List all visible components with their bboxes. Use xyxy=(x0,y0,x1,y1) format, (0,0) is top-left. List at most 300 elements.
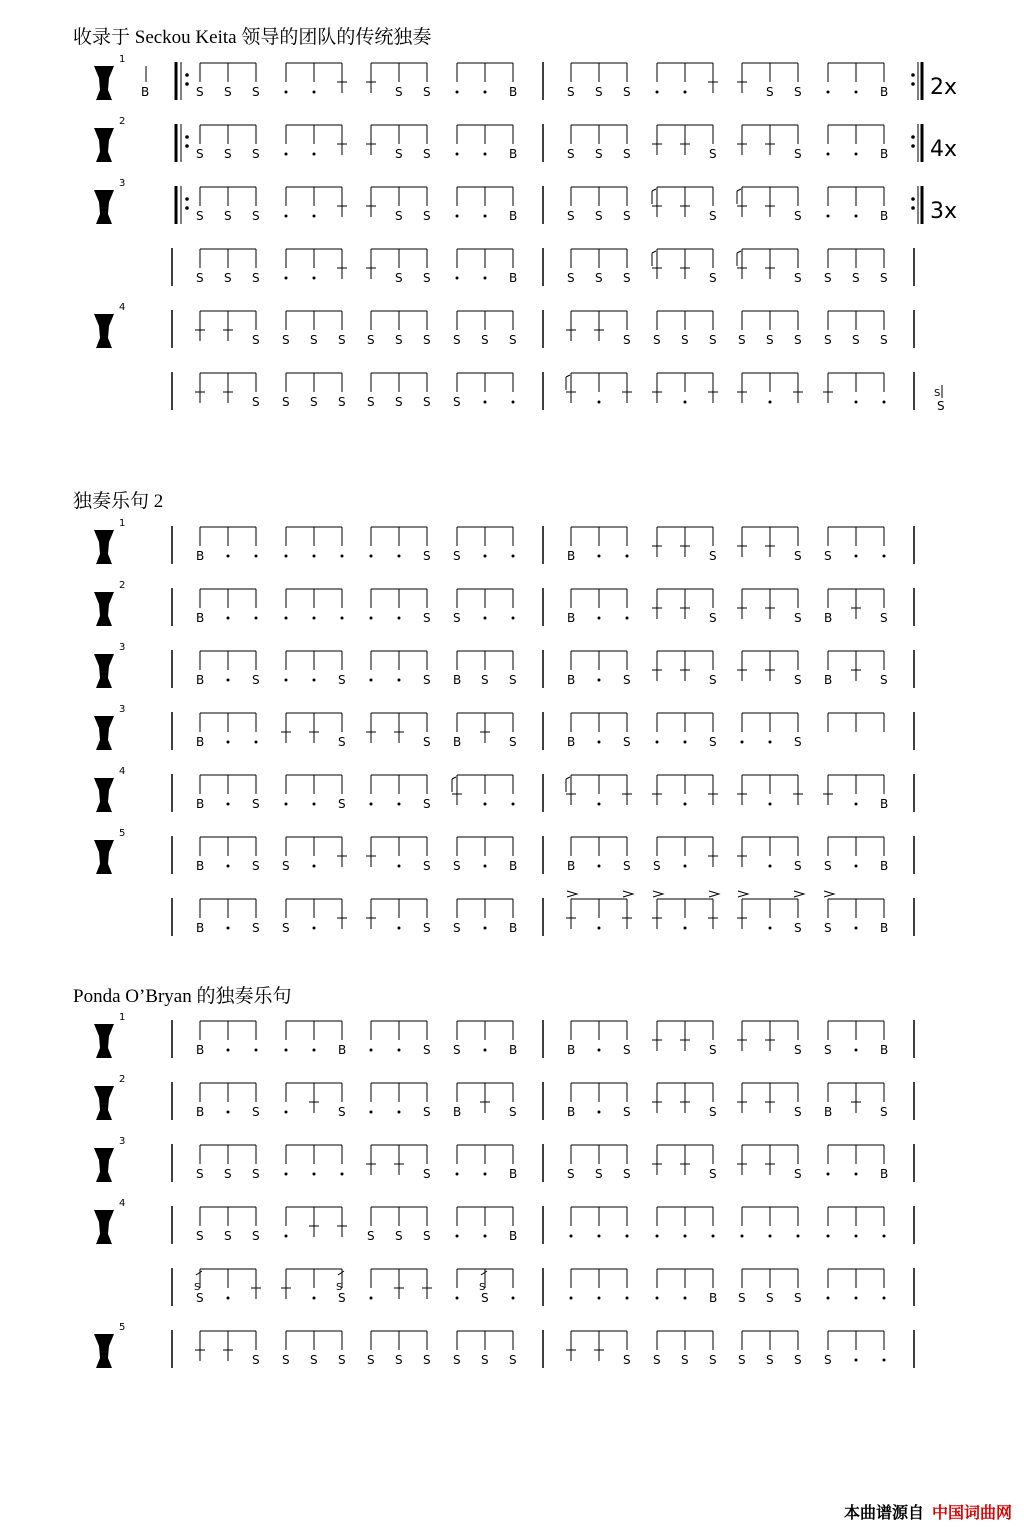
slap-note: S xyxy=(709,611,717,625)
rest-dot xyxy=(370,1049,373,1052)
slap-note: S xyxy=(282,395,290,409)
rest-dot xyxy=(827,1235,830,1238)
rest-dot xyxy=(313,803,316,806)
rest-dot xyxy=(398,1049,401,1052)
notation-line xyxy=(0,1198,1024,1256)
rest-dot xyxy=(855,555,858,558)
slap-note: S xyxy=(196,147,204,161)
rest-dot xyxy=(656,1235,659,1238)
rest-dot xyxy=(827,153,830,156)
rest-dot xyxy=(484,803,487,806)
djembe-icon xyxy=(94,1024,114,1058)
rest-dot xyxy=(598,401,601,404)
drum-part-number: 2 xyxy=(119,1074,126,1085)
slap-note: S xyxy=(766,85,774,99)
accent-mark xyxy=(709,891,719,897)
rest-dot xyxy=(855,1297,858,1300)
rest-dot xyxy=(769,741,772,744)
drum-part-number: 1 xyxy=(119,54,126,65)
rest-dot xyxy=(255,1049,258,1052)
rest-dot xyxy=(512,555,515,558)
slap-note: S xyxy=(282,1353,290,1367)
rest-dot xyxy=(398,617,401,620)
rest-dot xyxy=(227,1297,230,1300)
slap-note: S xyxy=(738,333,746,347)
notation-line xyxy=(0,1074,1024,1132)
slap-note: S xyxy=(509,735,517,749)
slap-note: S xyxy=(252,1105,260,1119)
slap-note: S xyxy=(423,1353,431,1367)
rest-dot xyxy=(398,865,401,868)
slap-note: S xyxy=(794,1353,802,1367)
rest-dot xyxy=(313,927,316,930)
rest-dot xyxy=(598,1235,601,1238)
source-footer xyxy=(844,1500,1012,1523)
slap-note: S xyxy=(423,333,431,347)
rest-dot xyxy=(598,679,601,682)
bass-note: B xyxy=(709,1291,718,1305)
repeat-dot xyxy=(185,144,189,148)
rest-dot xyxy=(456,1173,459,1176)
rest-dot xyxy=(285,1235,288,1238)
slap-note: S xyxy=(653,1353,661,1367)
notation-line xyxy=(0,116,1024,174)
rest-dot xyxy=(285,555,288,558)
slap-note: S xyxy=(423,209,431,223)
rest-dot xyxy=(313,617,316,620)
rest-dot xyxy=(598,555,601,558)
pickup-note: B xyxy=(141,85,150,99)
rest-dot xyxy=(227,617,230,620)
djembe-icon xyxy=(94,1086,114,1120)
slap-note: S xyxy=(481,1291,489,1305)
slap-note: S xyxy=(852,271,860,285)
notation-line xyxy=(0,704,1024,762)
drum-part-number: 2 xyxy=(119,116,126,127)
djembe-icon xyxy=(94,128,114,162)
repeat-dot xyxy=(911,197,915,201)
rest-dot xyxy=(398,555,401,558)
rest-dot xyxy=(341,555,344,558)
rest-dot xyxy=(313,1173,316,1176)
slap-note: S xyxy=(252,147,260,161)
rest-dot xyxy=(285,1049,288,1052)
rest-dot xyxy=(370,679,373,682)
accent-mark xyxy=(567,891,577,897)
rest-dot xyxy=(341,1173,344,1176)
slap-note: S xyxy=(423,735,431,749)
slap-note: S xyxy=(338,1353,346,1367)
rest-dot xyxy=(285,1111,288,1114)
repeat-dot xyxy=(185,206,189,210)
slap-note: S xyxy=(709,735,717,749)
drum-part-number: 3 xyxy=(119,704,126,715)
slap-note: S xyxy=(423,921,431,935)
bass-note: B xyxy=(880,859,889,873)
rest-dot xyxy=(313,153,316,156)
section-title-ponda-obryan: Ponda O’Bryan 的独奏乐句 xyxy=(73,986,292,1007)
bass-note: B xyxy=(567,1043,576,1057)
rest-dot xyxy=(855,927,858,930)
djembe-icon xyxy=(94,1210,114,1244)
repeat-dot xyxy=(185,73,189,77)
bass-note: B xyxy=(196,921,205,935)
repeat-dot xyxy=(911,206,915,210)
rest-dot xyxy=(484,555,487,558)
rest-dot xyxy=(855,1173,858,1176)
slap-note: S xyxy=(623,673,631,687)
rest-dot xyxy=(398,927,401,930)
slap-note: S xyxy=(794,735,802,749)
slap-note: S xyxy=(453,549,461,563)
rest-dot xyxy=(456,277,459,280)
slap-note: S xyxy=(252,85,260,99)
slap-note: S xyxy=(824,859,832,873)
rest-dot xyxy=(741,1235,744,1238)
slap-note: S xyxy=(252,209,260,223)
slap-note: S xyxy=(196,271,204,285)
slap-note: S xyxy=(880,611,888,625)
slap-note: S xyxy=(282,921,290,935)
slap-note: S xyxy=(367,1229,375,1243)
rest-dot xyxy=(598,927,601,930)
slap-note: S xyxy=(709,147,717,161)
rest-dot xyxy=(769,865,772,868)
slap-note: S xyxy=(738,1353,746,1367)
slap-note: S xyxy=(338,395,346,409)
slap-note: S xyxy=(623,735,631,749)
notation-line xyxy=(0,642,1024,700)
bass-note: B xyxy=(824,673,833,687)
section-title-solo-phrase-2: 独奏乐句 2 xyxy=(73,491,164,512)
slap-note: S xyxy=(224,147,232,161)
slap-note: S xyxy=(196,1167,204,1181)
slap-note: S xyxy=(423,147,431,161)
slap-note: S xyxy=(338,797,346,811)
slap-note: S xyxy=(794,1291,802,1305)
rest-dot xyxy=(484,401,487,404)
bass-note: B xyxy=(196,859,205,873)
rest-dot xyxy=(398,803,401,806)
slap-note: S xyxy=(880,673,888,687)
slap-note: S xyxy=(423,1167,431,1181)
bass-note: B xyxy=(567,735,576,749)
slap-note: S xyxy=(338,1291,346,1305)
slap-note: S xyxy=(338,1105,346,1119)
slap-note: S xyxy=(709,1167,717,1181)
slap-note: S xyxy=(481,333,489,347)
djembe-icon xyxy=(94,778,114,812)
slap-note: S xyxy=(453,1043,461,1057)
rest-dot xyxy=(227,803,230,806)
drum-part-number: 1 xyxy=(119,1012,126,1023)
bass-note: B xyxy=(196,611,205,625)
rest-dot xyxy=(227,741,230,744)
rest-dot xyxy=(484,1235,487,1238)
rest-dot xyxy=(398,1111,401,1114)
slap-note: S xyxy=(423,859,431,873)
slap-note: S xyxy=(453,1353,461,1367)
bass-note: B xyxy=(880,797,889,811)
slap-note: S xyxy=(595,147,603,161)
rest-dot xyxy=(598,865,601,868)
rest-dot xyxy=(456,91,459,94)
slap-note: S xyxy=(423,673,431,687)
rest-dot xyxy=(769,803,772,806)
slap-note: S xyxy=(453,395,461,409)
slap-note: S xyxy=(766,333,774,347)
slap-note: S xyxy=(794,859,802,873)
rest-dot xyxy=(684,927,687,930)
slap-note: S xyxy=(367,1353,375,1367)
rest-dot xyxy=(741,741,744,744)
slap-note: S xyxy=(567,85,575,99)
slap-note: S xyxy=(824,333,832,347)
slap-note: S xyxy=(567,147,575,161)
rest-dot xyxy=(626,1297,629,1300)
slap-note: S xyxy=(623,271,631,285)
rest-dot xyxy=(656,741,659,744)
rest-dot xyxy=(285,91,288,94)
rest-dot xyxy=(656,1297,659,1300)
bass-note: B xyxy=(567,673,576,687)
slap-note: S xyxy=(709,1043,717,1057)
repeat-dot xyxy=(185,82,189,86)
rest-dot xyxy=(484,1173,487,1176)
slap-note: S xyxy=(252,673,260,687)
slap-note: S xyxy=(338,673,346,687)
rest-dot xyxy=(398,679,401,682)
source-site-name: 中国词曲网 xyxy=(931,1503,1012,1522)
accent-mark xyxy=(653,891,663,897)
bass-note: B xyxy=(567,859,576,873)
notation-line xyxy=(0,178,1024,236)
slap-note: S xyxy=(681,333,689,347)
rest-dot xyxy=(855,1359,858,1362)
slap-note: S xyxy=(623,1043,631,1057)
rest-dot xyxy=(370,1297,373,1300)
slap-note: S xyxy=(509,1353,517,1367)
rest-dot xyxy=(855,803,858,806)
bass-note: B xyxy=(196,735,205,749)
slap-note: S xyxy=(766,1353,774,1367)
rest-dot xyxy=(684,803,687,806)
bass-note: B xyxy=(453,1105,462,1119)
rest-dot xyxy=(512,617,515,620)
slap-note: S xyxy=(824,921,832,935)
bass-note: B xyxy=(509,1043,518,1057)
rest-dot xyxy=(769,401,772,404)
rest-dot xyxy=(255,617,258,620)
slap-note: S xyxy=(224,85,232,99)
accent-mark xyxy=(824,891,834,897)
bass-note: B xyxy=(824,1105,833,1119)
bass-note: B xyxy=(824,611,833,625)
rest-dot xyxy=(598,617,601,620)
rest-dot xyxy=(285,153,288,156)
bass-note: B xyxy=(509,85,518,99)
rest-dot xyxy=(512,803,515,806)
notation-line xyxy=(0,766,1024,824)
drum-part-number: 4 xyxy=(119,1198,126,1209)
bass-note: B xyxy=(196,797,205,811)
slap-note: S xyxy=(310,1353,318,1367)
drum-part-number: 2 xyxy=(119,580,126,591)
slap-note: S xyxy=(567,209,575,223)
drum-part-number: 4 xyxy=(119,766,126,777)
notation-line xyxy=(0,518,1024,576)
slap-note: S xyxy=(395,395,403,409)
slap-note: S xyxy=(623,209,631,223)
rest-dot xyxy=(227,927,230,930)
slap-note: S xyxy=(595,209,603,223)
notation-line xyxy=(0,1012,1024,1070)
djembe-icon xyxy=(94,1148,114,1182)
bass-note: B xyxy=(880,1167,889,1181)
rest-dot xyxy=(227,1111,230,1114)
rest-dot xyxy=(285,215,288,218)
rest-dot xyxy=(313,1297,316,1300)
rest-dot xyxy=(512,1297,515,1300)
slap-note: S xyxy=(395,1229,403,1243)
slap-note: S xyxy=(423,1105,431,1119)
rest-dot xyxy=(313,91,316,94)
drum-part-number: 3 xyxy=(119,178,126,189)
slap-note: S xyxy=(367,395,375,409)
bass-note: B xyxy=(509,859,518,873)
notation-line xyxy=(0,302,1024,360)
slap-note: S xyxy=(880,271,888,285)
rest-dot xyxy=(598,1111,601,1114)
bass-note: B xyxy=(880,921,889,935)
rest-dot xyxy=(370,1111,373,1114)
drum-part-number: 5 xyxy=(119,1322,126,1333)
bass-note: B xyxy=(509,1229,518,1243)
slap-note: S xyxy=(453,333,461,347)
repeat-count: 3x xyxy=(930,199,958,224)
slap-note: S xyxy=(567,271,575,285)
rest-dot xyxy=(598,1049,601,1052)
rest-dot xyxy=(484,1049,487,1052)
repeat-dot xyxy=(911,73,915,77)
rest-dot xyxy=(456,215,459,218)
slap-note: S xyxy=(423,797,431,811)
repeat-count: 2x xyxy=(930,75,958,100)
slap-note: S xyxy=(423,611,431,625)
rest-dot xyxy=(855,1049,858,1052)
djembe-icon xyxy=(94,840,114,874)
slap-note: S xyxy=(595,85,603,99)
rest-dot xyxy=(827,1297,830,1300)
rest-dot xyxy=(684,865,687,868)
section-title-traditional-solo: 收录于 Seckou Keita 领导的团队的传统独奏 xyxy=(73,27,432,48)
drum-part-number: 4 xyxy=(119,302,126,313)
slap-note: S xyxy=(595,1167,603,1181)
rest-dot xyxy=(855,91,858,94)
slap-note: S xyxy=(794,921,802,935)
slap-note: S xyxy=(509,673,517,687)
bass-note: B xyxy=(567,549,576,563)
slap-note: S xyxy=(623,1167,631,1181)
slap-note: S xyxy=(395,209,403,223)
slap-note: S xyxy=(824,1043,832,1057)
slap-note: S xyxy=(481,1353,489,1367)
rest-dot xyxy=(855,865,858,868)
rest-dot xyxy=(227,555,230,558)
bass-note: B xyxy=(880,85,889,99)
slap-note: S xyxy=(824,271,832,285)
rest-dot xyxy=(883,1235,886,1238)
rest-dot xyxy=(456,153,459,156)
djembe-icon xyxy=(94,716,114,750)
slap-note: S xyxy=(453,859,461,873)
slap-note: S xyxy=(709,549,717,563)
drum-part-number: 1 xyxy=(119,518,126,529)
bass-note: B xyxy=(196,673,205,687)
grace-slap: S xyxy=(479,1282,486,1293)
slap-note: S xyxy=(367,333,375,347)
slap-note: S xyxy=(794,209,802,223)
bass-note: B xyxy=(567,611,576,625)
slap-note: S xyxy=(252,797,260,811)
slap-note: S xyxy=(423,549,431,563)
slap-note: S xyxy=(709,1105,717,1119)
slap-note: S xyxy=(224,1167,232,1181)
slap-note: S xyxy=(852,333,860,347)
djembe-icon xyxy=(94,1334,114,1368)
slap-note: S xyxy=(509,1105,517,1119)
rest-dot xyxy=(227,865,230,868)
repeat-dot xyxy=(911,135,915,139)
bass-note: B xyxy=(509,271,518,285)
slap-note: S xyxy=(738,1291,746,1305)
slap-note: S xyxy=(509,333,517,347)
rest-dot xyxy=(855,401,858,404)
notation-line xyxy=(0,54,1024,112)
rest-dot xyxy=(626,617,629,620)
slap-note: S xyxy=(794,549,802,563)
grace-slap: S xyxy=(336,1282,343,1293)
rest-dot xyxy=(684,741,687,744)
rest-dot xyxy=(313,1049,316,1052)
slap-note: S xyxy=(252,1167,260,1181)
rest-dot xyxy=(626,1235,629,1238)
slap-note: S xyxy=(252,859,260,873)
rest-dot xyxy=(313,679,316,682)
rest-dot xyxy=(484,865,487,868)
rest-dot xyxy=(570,1297,573,1300)
djembe-icon xyxy=(94,654,114,688)
grace-slap: S xyxy=(194,1282,201,1293)
slap-note: S xyxy=(681,1353,689,1367)
bass-note: B xyxy=(880,1043,889,1057)
slap-note: S xyxy=(423,271,431,285)
rest-dot xyxy=(285,803,288,806)
rest-dot xyxy=(855,215,858,218)
rest-dot xyxy=(684,1297,687,1300)
accent-mark xyxy=(623,891,633,897)
slap-note: S xyxy=(794,1167,802,1181)
notation-line xyxy=(0,244,1024,298)
slap-note: S xyxy=(395,1353,403,1367)
notation-line xyxy=(0,1136,1024,1194)
slap-note: S xyxy=(794,673,802,687)
slap-note: S xyxy=(623,85,631,99)
slap-note: S xyxy=(794,611,802,625)
slap-note: S xyxy=(709,271,717,285)
slap-note: S xyxy=(453,611,461,625)
slap-note: S xyxy=(338,735,346,749)
